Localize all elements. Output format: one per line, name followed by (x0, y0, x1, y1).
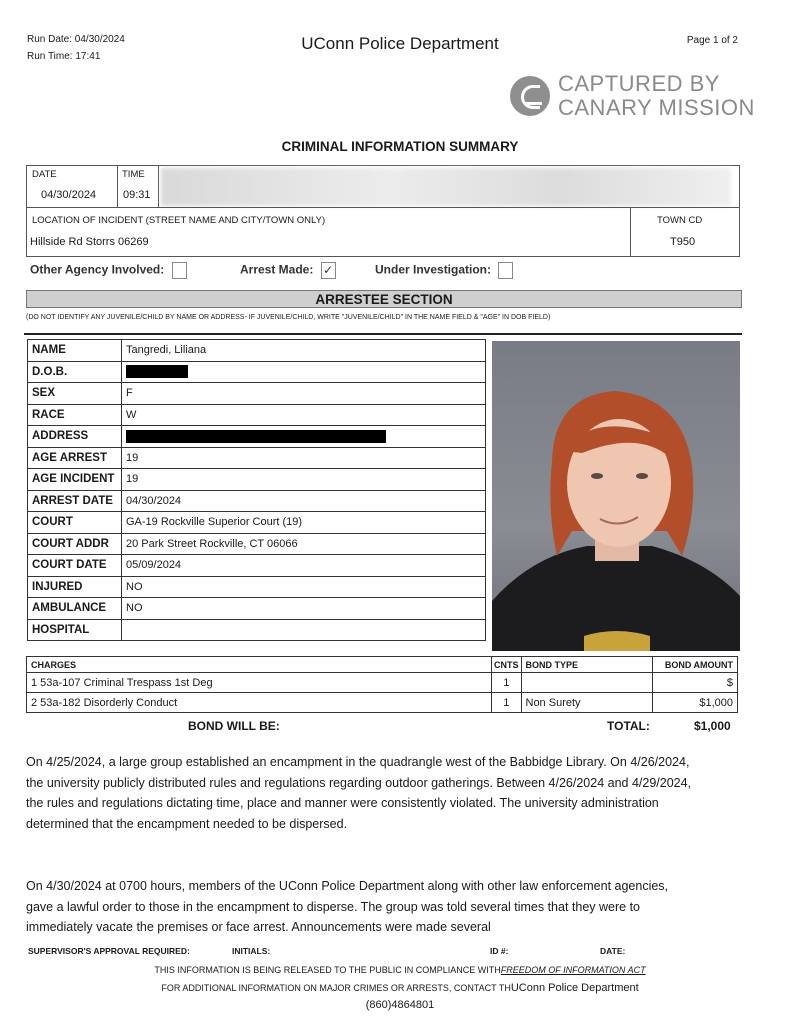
watermark-line-2: CANARY MISSION (558, 95, 755, 120)
arrest-made-checkbox[interactable]: ✓ (321, 262, 336, 279)
total-amount: $1,000 (694, 719, 731, 733)
table-row: COURT DATE 05/09/2024 (28, 555, 486, 577)
table-row: AGE ARREST 19 (28, 447, 486, 469)
approval-date-label: DATE: (600, 946, 626, 956)
run-date: Run Date: 04/30/2024 (27, 34, 125, 45)
release-notice: THIS INFORMATION IS BEING RELEASED TO THE PUBLIC IN COMPLIANCE WITHFREEDOM OF INFORMATION ACT (154, 965, 646, 975)
department-title: UConn Police Department (301, 34, 499, 53)
table-row: COURT GA-19 Rockville Superior Court (19) (28, 512, 486, 534)
canary-mission-watermark (510, 72, 755, 120)
date-label: DATE (32, 169, 57, 180)
town-cd: T950 (670, 236, 696, 248)
under-investigation-checkbox[interactable] (498, 262, 513, 279)
other-agency-checkbox[interactable] (172, 262, 187, 279)
table-row: ADDRESS (28, 426, 486, 448)
charge-description: 1 53a-107 Criminal Trespass 1st Deg (27, 673, 492, 693)
arrestee-photo (492, 341, 740, 651)
charges-header-row: CHARGES CNTS BOND TYPE BOND AMOUNT (27, 657, 738, 673)
table-row: ARREST DATE 04/30/2024 (28, 490, 486, 512)
address-redaction (126, 430, 386, 443)
table-row: RACE W (28, 404, 486, 426)
arrestee-section-title: ARRESTEE SECTION (26, 290, 742, 308)
table-row: D.O.B. (28, 361, 486, 383)
table-row: 1 53a-107 Criminal Trespass 1st Deg 1 $ (27, 673, 738, 693)
under-investigation-field: Under Investigation: (375, 262, 513, 279)
time-cell (117, 165, 159, 208)
bond-will-be-label: BOND WILL BE: (188, 719, 280, 733)
redacted-blur (161, 168, 731, 206)
location-label: LOCATION OF INCIDENT (STREET NAME AND CITY/TOWN ONLY) (32, 215, 326, 226)
date-cell (26, 165, 118, 208)
supervisor-approval-label: SUPERVISOR'S APPROVAL REQUIRED: (28, 946, 190, 956)
section-divider (24, 333, 742, 335)
contact-phone: (860)4864801 (365, 999, 435, 1011)
page-indicator: Page 1 of 2 (686, 35, 738, 46)
narrative-paragraph-1: On 4/25/2024, a large group established an encampment in the quadrangle west of the Babbidge Library. On 4/26/2024, the university publicly distributed rules and regulations regarding outdoor gatherings. Between 4/26/2024 and 4/29/2024, the rules and regulations dictating time, place and manner were consistently violated. The university administration determined that the encampment needed to be dispersed. (26, 755, 692, 831)
town-cd-label: TOWN CD (657, 215, 703, 226)
watermark-line-1: CAPTURED BY (558, 71, 720, 96)
table-row: HOSPITAL (28, 619, 486, 641)
dob-redaction (126, 365, 188, 378)
table-row: AGE INCIDENT 19 (28, 469, 486, 491)
table-row: AMBULANCE NO (28, 598, 486, 620)
time-label: TIME (122, 169, 145, 180)
total-label: TOTAL: (607, 719, 650, 733)
table-row: SEX F (28, 383, 486, 405)
id-label: ID #: (490, 946, 509, 956)
arrestee-table (27, 339, 486, 641)
foia-link[interactable]: FREEDOM OF INFORMATION ACT (500, 965, 646, 975)
table-row: NAME Tangredi, Liliana (28, 340, 486, 362)
incident-location: Hillside Rd Storrs 06269 (30, 236, 149, 248)
run-time: Run Time: 17:41 (27, 51, 101, 62)
arrestee-name: Tangredi, Liliana (122, 340, 486, 362)
contact-notice: FOR ADDITIONAL INFORMATION ON MAJOR CRIMES OR ARRESTS, CONTACT THUConn Police Department (161, 982, 639, 994)
other-agency-field: Other Agency Involved: (30, 262, 187, 279)
initials-label: INITIALS: (232, 946, 271, 956)
incident-date: 04/30/2024 (41, 189, 97, 201)
charges-table (26, 656, 738, 713)
table-row: INJURED NO (28, 576, 486, 598)
incident-time: 09:31 (123, 189, 151, 201)
charge-description: 2 53a-182 Disorderly Conduct (27, 693, 492, 713)
canary-logo-icon (510, 76, 550, 116)
juvenile-note: (DO NOT IDENTIFY ANY JUVENILE/CHILD BY NAME OR ADDRESS- IF JUVENILE/CHILD, WRITE "JUVENILE/CHILD" IN THE NAME FIELD & "AGE" IN DOB FIELD) (26, 314, 551, 321)
table-row: COURT ADDR 20 Park Street Rockville, CT 06066 (28, 533, 486, 555)
incident-box (26, 165, 740, 257)
mugshot-image (492, 341, 740, 651)
narrative-paragraph-2: On 4/30/2024 at 0700 hours, members of the UConn Police Department along with other law enforcement agencies, gave a lawful order to those in the encampment to disperse. The group was told several times that they were to immediately vacate the premises or face arrest. Announcements were made several (26, 879, 669, 934)
table-row: 2 53a-182 Disorderly Conduct 1 Non Surety $1,000 (27, 693, 738, 713)
arrest-made-field: Arrest Made: ✓ (240, 262, 336, 279)
form-title: CRIMINAL INFORMATION SUMMARY (281, 139, 519, 154)
